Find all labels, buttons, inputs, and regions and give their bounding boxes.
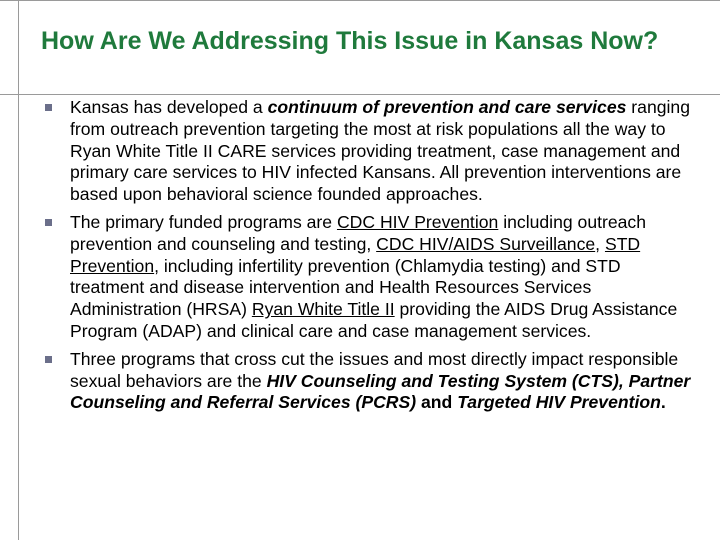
program-cdc-hiv-prevention: CDC HIV Prevention [336,211,499,232]
bullet-text: Three programs that cross cut the issues and most directly impact responsible sexual behaviors are the [70,348,679,391]
bullet-joiner: and [416,392,458,413]
bullet-end-period: . [660,392,666,413]
slide-frame-top-line [0,0,720,1]
bullet-text: The primary funded programs are [70,211,337,232]
square-bullet-icon [45,219,52,226]
bullet-text: , [595,233,605,254]
bullet-continuum [41,97,691,206]
emphasis-continuum: continuum of prevention and care services [267,97,627,117]
emphasis-targeted-hiv-prevention: Targeted HIV Prevention [457,392,661,413]
bullet-text: , including infertility prevention (Chlamydia testing) and STD treatment and disease intervention and Health Resources Services Administration (HRSA) [70,255,621,320]
bullet-text: providing the AIDS Drug Assistance Program (ADAP) and clinical care and case management services. [70,299,678,341]
program-std-prevention: STD Prevention [70,233,641,276]
bullet-cross-cut-programs [41,349,691,414]
bullet-text: ranging from outreach prevention targeting the most at risk populations all the way to Ryan White Title II CARE services providing treatment, case management and primary care services to HIV infected Kansans. All prevention interventions are based upon behavioral science founded approaches. [70,97,691,205]
program-cdc-hiv-aids-surveillance: CDC HIV/AIDS Surveillance [376,233,596,254]
emphasis-cts-pcrs: HIV Counseling and Testing System (CTS), Partner Counseling and Referral Services (PCRS) [70,370,691,413]
program-ryan-white-title-ii: Ryan White Title II [251,299,395,320]
bullet-funded-programs [41,212,691,343]
square-bullet-icon [45,356,52,363]
square-bullet-icon [45,104,52,111]
bullet-text: Kansas has developed a [70,97,268,117]
bullet-list [41,97,691,420]
slide-title: How Are We Addressing This Issue in Kansas Now? [41,27,659,55]
title-divider-line [0,94,720,95]
slide-frame-left-line [18,0,19,540]
bullet-text: including outreach prevention and counseling and testing, [70,211,647,254]
